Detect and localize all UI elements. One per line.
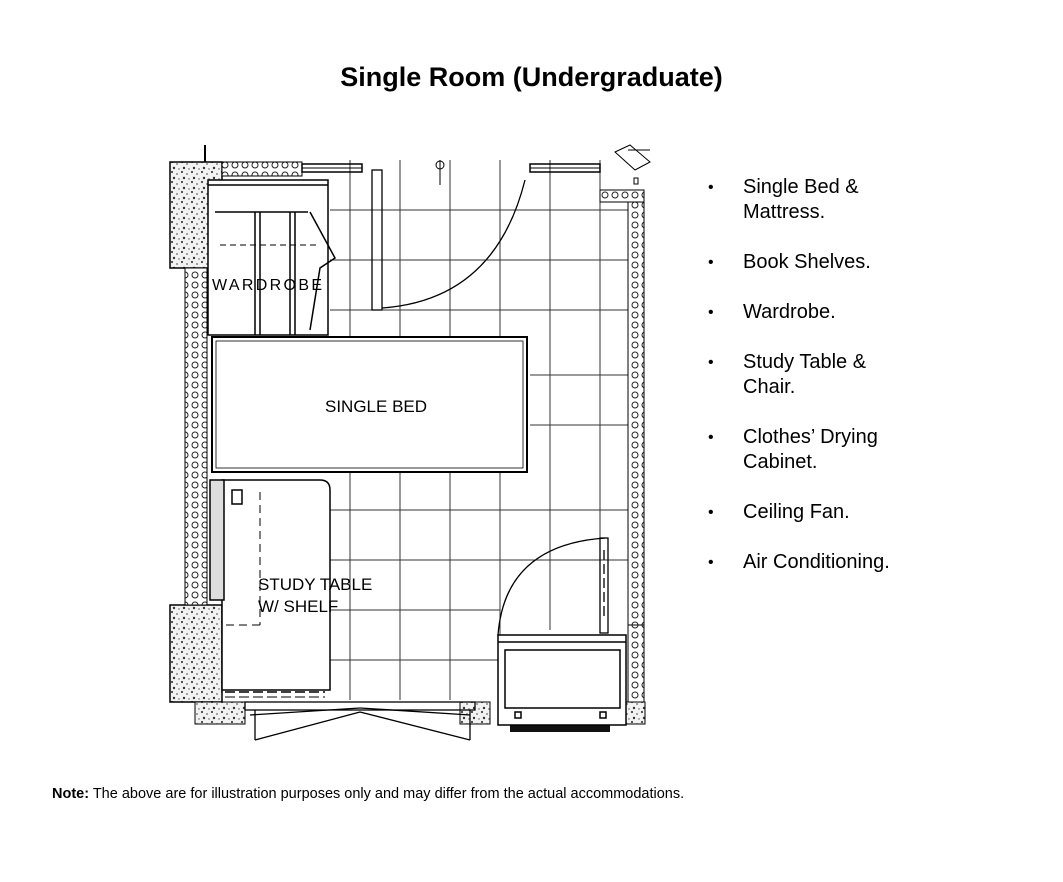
note-text: The above are for illustration purposes only and may differ from the actual accommodations. (89, 786, 685, 802)
amenity-text: Study Table & (743, 351, 867, 373)
amenity-text: Cabinet. (743, 451, 818, 473)
list-item (708, 250, 1008, 275)
wall-bottom-left (195, 702, 245, 724)
bullet-icon: • (708, 429, 714, 446)
amenity-text: Wardrobe. (743, 301, 836, 323)
wall-right (628, 195, 644, 625)
study-table-label-2: W/ SHELF (258, 597, 339, 616)
page-title: Single Room (Undergraduate) (340, 62, 723, 92)
amenity-text: Book Shelves. (743, 251, 871, 273)
disclaimer-note (52, 786, 684, 802)
bullet-icon: • (708, 354, 714, 371)
amenity-text: Chair. (743, 376, 796, 398)
amenity-text: Ceiling Fan. (743, 501, 850, 523)
list-item (708, 550, 1008, 575)
amenity-text: Mattress. (743, 201, 826, 223)
bullet-icon: • (708, 304, 714, 321)
wall-right-top (600, 190, 644, 202)
bullet-icon: • (708, 254, 714, 271)
note-label: Note: (52, 786, 90, 802)
list-item (708, 350, 1008, 400)
list-item (708, 300, 1008, 325)
list-item (708, 425, 1008, 475)
list-item (708, 175, 1008, 225)
amenities-list (708, 175, 1008, 600)
amenity-text: Single Bed & (743, 176, 859, 198)
column-bottom-left (170, 605, 222, 702)
amenity-text: Clothes’ Drying (743, 426, 878, 448)
wall-left (185, 268, 207, 605)
balcony-door (245, 702, 475, 740)
bullet-icon: • (708, 554, 714, 571)
wall-top (222, 162, 302, 176)
bed-label: SINGLE BED (325, 397, 428, 416)
drying-cabinet-door (498, 538, 608, 635)
drying-cabinet (498, 635, 626, 725)
wardrobe (208, 180, 335, 335)
bullet-icon: • (708, 179, 714, 196)
study-table-label-1: STUDY TABLE (258, 575, 373, 594)
list-item (708, 500, 1008, 525)
entrance-door (372, 170, 525, 310)
bullet-icon: • (708, 504, 714, 521)
amenity-text: Air Conditioning. (743, 551, 890, 573)
wall-right-lower (628, 625, 644, 705)
floor-plan (160, 140, 655, 745)
wardrobe-label: WARDROBE (212, 277, 322, 294)
